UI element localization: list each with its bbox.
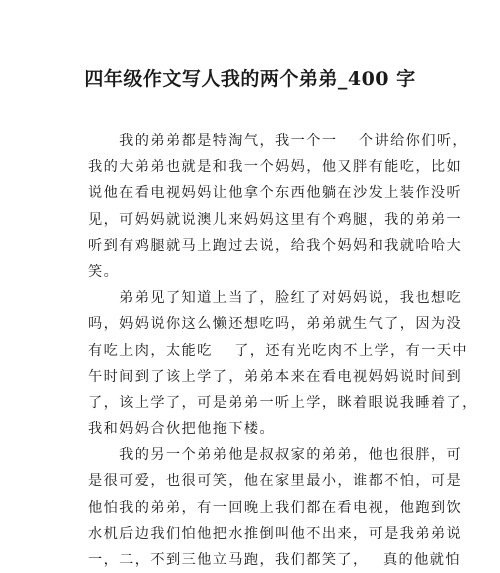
text-line: 我和妈妈合伙把他拖下楼。: [88, 421, 276, 438]
text-line: 他怕我的弟弟，有一回晚上我们都在看电视，他跑到饮: [88, 499, 463, 516]
text-line: 有吃上肉，太能吃 了，还有光吃肉不上学，有一天中: [88, 342, 469, 359]
text-line: 吗，妈妈说你这么懒还想吃吗，弟弟就生气了，因为没: [88, 316, 463, 333]
document-body: [88, 128, 478, 573]
text-line: 是很可爱，也很可笑，他在家里最小，谁都不怕，可是: [88, 473, 463, 490]
text-line: 了，该上学了，可是弟弟一听上学，眯着眼说我睡着了，: [88, 394, 478, 411]
paragraph-3: [88, 442, 463, 573]
text-line: 听到有鸡腿就马上跑过去说，给我个妈妈和我就哈哈大: [88, 237, 463, 254]
paragraph-2: [88, 285, 478, 442]
text-line: 见，可妈妈就说澳儿来妈妈这里有个鸡腿，我的弟弟一: [88, 211, 463, 228]
text-line: 一，二，不到三他立马跑，我们都笑了， 真的他就怕: [88, 552, 461, 568]
text-line: 我的另一个弟弟他是叔叔家的弟弟，他也很胖，可: [88, 447, 463, 464]
text-line: 水机后边我们怕他把水推倒叫他不出来，可是我弟弟说: [88, 525, 463, 542]
text-line: 笑。: [88, 263, 120, 280]
text-line: 弟弟见了知道上当了，脸红了对妈妈说，我也想吃: [88, 290, 463, 307]
text-line: 我的弟弟都是特淘气，我一个一 个讲给你们听，: [88, 133, 469, 149]
document-title: 四年级作文写人我的两个弟弟_400 字: [84, 68, 416, 90]
text-line: 说他在看电视妈妈让他拿个东西他躺在沙发上装作没听: [88, 185, 463, 202]
paragraph-1: [88, 128, 469, 285]
text-line: 午时间到了该上学了，弟弟本来在看电视妈妈说时间到: [88, 368, 463, 385]
text-line: 我的大弟弟也就是和我一个妈妈，他又胖有能吃，比如: [88, 159, 463, 176]
